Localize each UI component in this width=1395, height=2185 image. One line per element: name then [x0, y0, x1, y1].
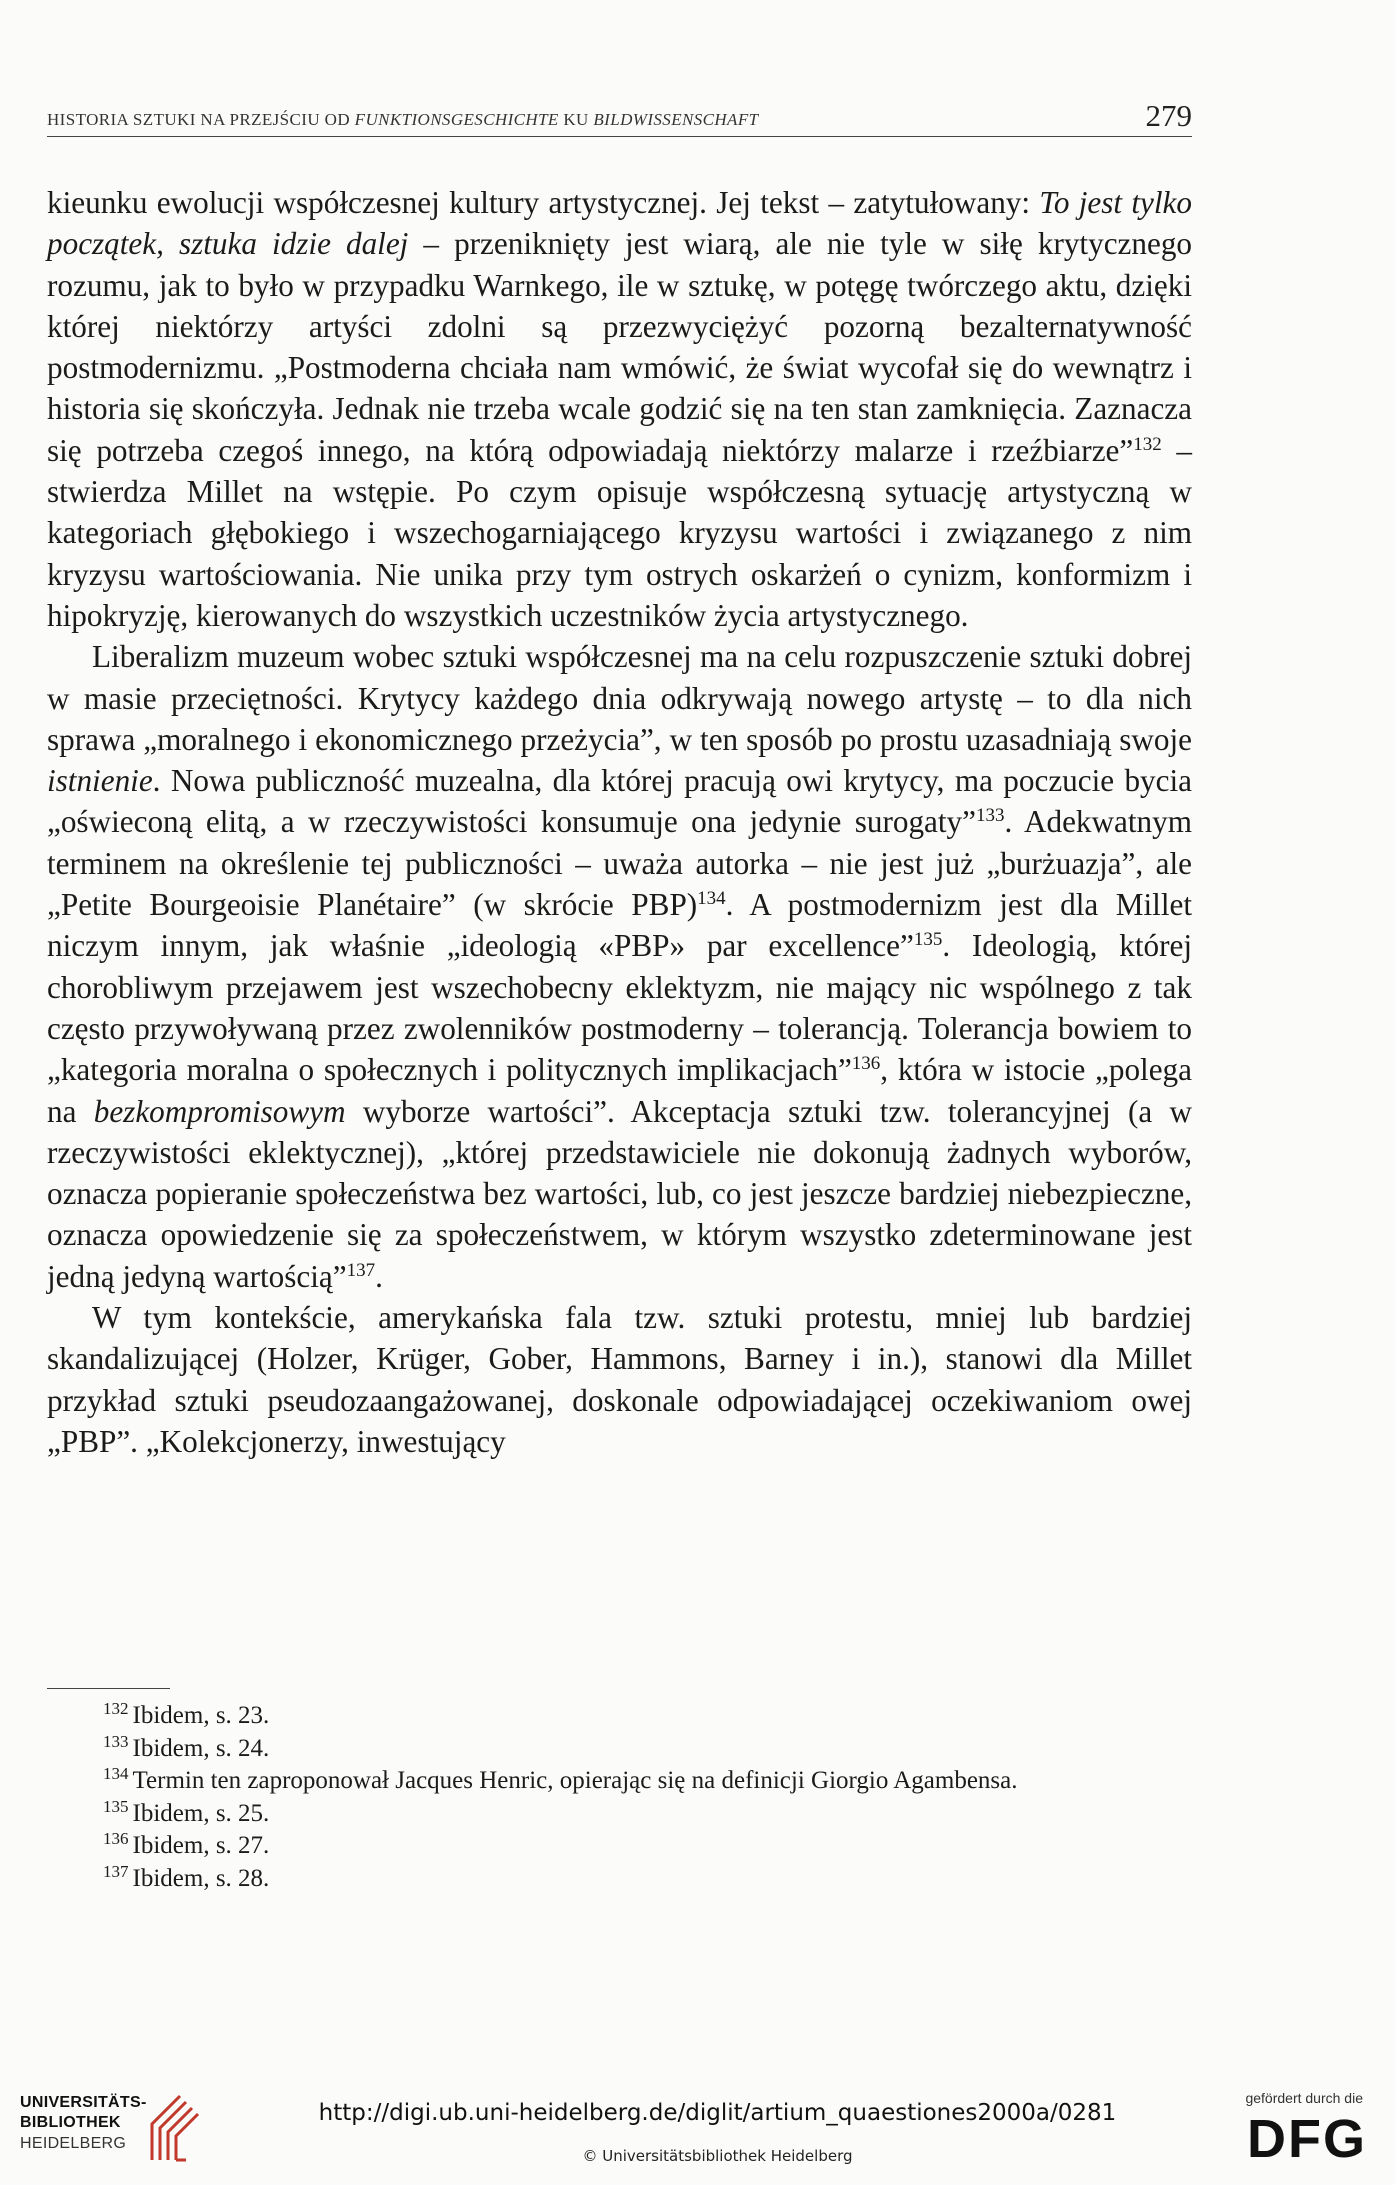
- dfg-logo[interactable]: [1217, 2090, 1367, 2175]
- footnote-ref-135[interactable]: 135: [913, 929, 943, 951]
- footnote-item: $^{134}$ Termin ten zaproponował Jacques Henric, opierając się na definicji Giorgio Agambensa.: [103, 1764, 1018, 1794]
- footnote-item: $^{132}$ Ibidem, s. 23.: [103, 1699, 270, 1729]
- page-number: 279: [1145, 98, 1192, 133]
- paragraph-3: W tym kontekście, amerykańska fala tzw. sztuki protestu, mniej lub bardziej skandalizującej (Holzer, Krüger, Gober, Hammons, Barney i in.), stanowi dla Millet przykład sztuki pseudozaangażowanej, doskonale odpowiadającej oczekiwaniom owej „PBP”. „Kolekcjonerzy, inwestujący: [47, 1300, 1192, 1459]
- permalink-url[interactable]: http://digi.ub.uni-heidelberg.de/diglit/artium_quaestiones2000a/0281: [318, 2100, 1117, 2126]
- footnote-item: $^{133}$ Ibidem, s. 24.: [103, 1731, 270, 1762]
- copyright-notice: © Universitätsbibliothek Heidelberg: [582, 2147, 853, 2165]
- footnote-item: $^{136}$ Ibidem, s. 27.: [103, 1829, 270, 1859]
- footnote-separator: [47, 1688, 170, 1689]
- footnote-item: $^{137}$ Ibidem, s. 28.: [103, 1861, 270, 1892]
- main-text: [47, 182, 1192, 1462]
- running-title: HISTORIA SZTUKI NA PRZEJŚCIU OD FUNKTIONSGESCHICHTE KU BILDWISSENSCHAFT: [47, 110, 759, 129]
- footnote-ref-132[interactable]: 132: [1133, 433, 1162, 455]
- dfg-wordmark: DFG: [1247, 2109, 1367, 2169]
- footnote-ref-137[interactable]: 137: [346, 1259, 376, 1281]
- logo-line-3: HEIDELBERG: [20, 2135, 127, 2152]
- running-header: [47, 96, 1192, 137]
- paragraph-2: Liberalizm muzeum wobec sztuki współczesnej ma na celu rozpuszczenie sztuki dobrej w masie przeciętności. Krytycy każdego dnia odkrywają nowego artystę – to dla nich sprawa „moralnego i ekonomicznego przeżycia”, w ten sposób po prostu uzasadniają swoje istnienie. Nowa publiczność muzealna, dla której pracują owi krytycy, ma poczucie bycia „oświeconą elitą, a w rzeczywistości konsumuje ona jedynie surogaty”$^{133}$. Adekwatnym terminem na określenie tej publiczności – uważa autorka – nie jest już „burżuazja”, ale „Petite Bourgeoisie Planétaire” (w skrócie PBP)$^{134}$. A postmodernizm jest dla Millet niczym innym, jak właśnie „ideologią «PBP» par excellence”$^{135}$. Ideologią, której chorobliwym przejawem jest wszechobecny eklektyzm, nie mający nic wspólnego z tak często przywoływaną przez zwolenników postmoderny – tolerancją. Tolerancja bowiem to „kategoria moralna o społecznych i politycznych implikacjach”$^{136}$, która w istocie „polega na bezkompromisowym wyborze wartości”. Akceptacja sztuki tzw. tolerancyjnej (a w rzeczywistości eklektycznej), „której przedstawiciele nie dokonują żadnych wyborów, oznacza popieranie społeczeństwa bez wartości, lub, co jest jeszcze bardziej niebezpieczne, oznacza opowiedzenie się za społeczeństwem, w którym wszystko zdeterminowane jest jedną jedyną wartością”$^{137}$.: [47, 639, 1193, 1294]
- footnote-ref-133[interactable]: 133: [976, 805, 1005, 827]
- footnote-ref-134[interactable]: 134: [697, 888, 726, 910]
- logo-line-1: UNIVERSITÄTS-: [20, 2094, 147, 2111]
- footnote-item: $^{135}$ Ibidem, s. 25.: [103, 1796, 270, 1827]
- paragraph-1: kieunku ewolucji współczesnej kultury artystycznej. Jej tekst – zatytułowany: To jest tylko początek, sztuka idzie dalej – przeniknięty jest wiarą, ale nie tyle w siłę krytycznego rozumu, jak to było w przypadku Warnkego, ile w sztukę, w potęgę twórczego aktu, dzięki której niektórzy artyści zdolni są przezwyciężyć pozorną bezalternatywność postmodernizmu. „Postmoderna chciała nam wmówić, że świat wycofał się do wewnątrz i historia się skończyła. Jednak nie trzeba wcale godzić się na ten stan zamknięcia. Zaznacza się potrzeba czegoś innego, na którą odpowiadają niektórzy malarze i rzeźbiarze”$^{132}$ – stwierdza Millet na wstępie. Po czym opisuje współczesną sytuację artystyczną w kategoriach głębokiego i wszechogarniającego kryzysu wartości i związanego z nim kryzysu wartościowania. Nie unika przy tym ostrych oskarżeń o cynizm, konformizm i hipokryzję, kierowanych do wszystkich uczestników życia artystycznego.: [47, 185, 1193, 633]
- footnote-ref-136[interactable]: 136: [851, 1053, 881, 1075]
- logo-line-2: BIBLIOTHEK: [20, 2114, 121, 2131]
- footnotes: [47, 1700, 1192, 1895]
- funding-note: gefördert durch die: [1245, 2090, 1363, 2106]
